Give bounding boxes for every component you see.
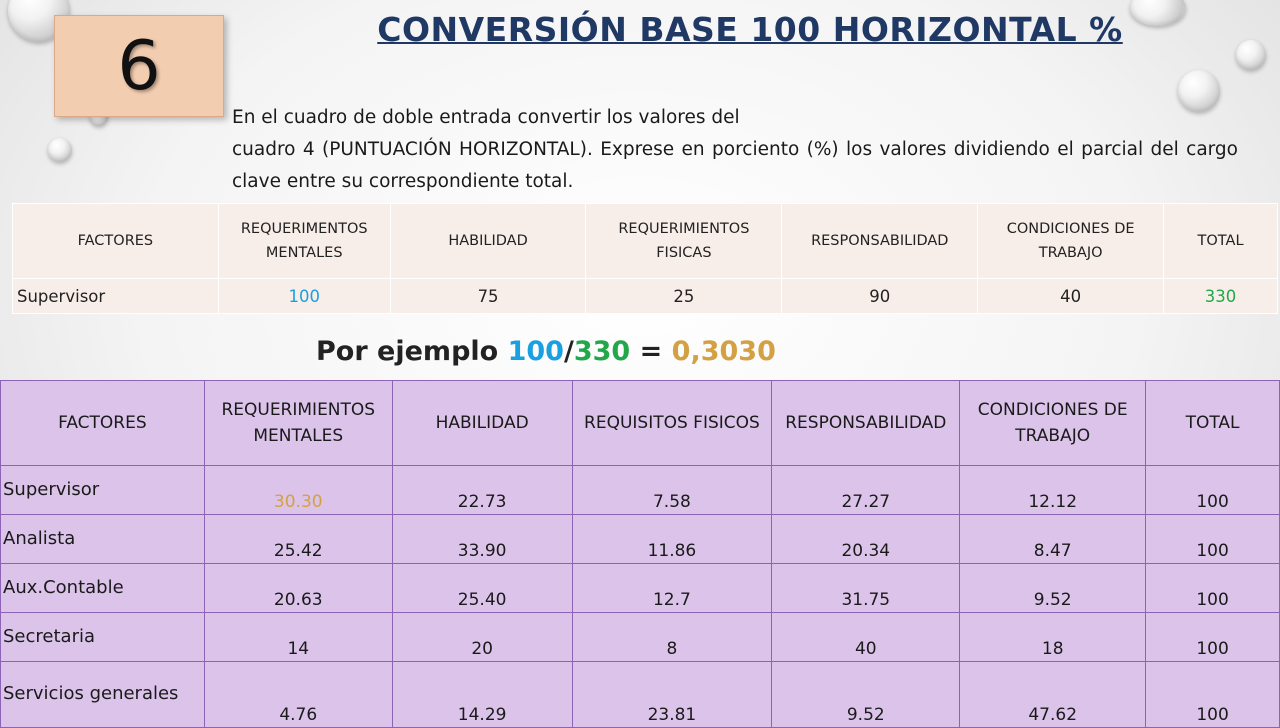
header-cell: FACTORES: [1, 381, 205, 466]
header-cell: REQUERIMIENTOS MENTALES: [204, 381, 392, 466]
table-cell: 47.62: [960, 662, 1146, 728]
table-cell: 25.42: [204, 515, 392, 564]
table-header-row: [1, 381, 1280, 466]
table-cell: 40: [978, 279, 1164, 314]
table-cell: 90: [782, 279, 978, 314]
table-row: [1, 466, 1280, 515]
table-cell: 7.58: [572, 466, 772, 515]
table-cell: 100: [1146, 564, 1280, 613]
table-cell: 75: [390, 279, 586, 314]
table-cell: 25.40: [392, 564, 572, 613]
slide-number-badge: 6: [54, 15, 224, 117]
table-cell: 100: [1146, 515, 1280, 564]
example-denominator: 330: [573, 336, 631, 367]
table-cell: 11.86: [572, 515, 772, 564]
row-label: Supervisor: [13, 279, 219, 314]
header-cell: CONDICIONES DE TRABAJO: [960, 381, 1146, 466]
table-cell: 14: [204, 613, 392, 662]
table-cell: 22.73: [392, 466, 572, 515]
table-cell: 20: [392, 613, 572, 662]
score-table: [12, 203, 1278, 314]
table-row: [1, 564, 1280, 613]
table-row: [1, 613, 1280, 662]
table-cell: 100: [1146, 613, 1280, 662]
header-cell: REQUERIMENTOS MENTALES: [218, 204, 390, 279]
table-cell: 12.7: [572, 564, 772, 613]
table-cell: 27.27: [772, 466, 960, 515]
row-label: Analista: [1, 515, 205, 564]
decorative-drop: [48, 138, 72, 162]
example-equals: =: [639, 336, 663, 367]
example-result: 0,3030: [671, 336, 776, 367]
example-label: Por ejemplo: [316, 336, 499, 367]
header-cell: RESPONSABILIDAD: [782, 204, 978, 279]
row-label: Servicios generales: [1, 662, 205, 728]
table-cell: 100: [1146, 662, 1280, 728]
table-cell: 30.30: [204, 466, 392, 515]
table-cell: 8.47: [960, 515, 1146, 564]
header-cell: TOTAL: [1146, 381, 1280, 466]
instructions: [232, 102, 1238, 198]
table-cell: 18: [960, 613, 1146, 662]
row-label: Aux.Contable: [1, 564, 205, 613]
header-cell: HABILIDAD: [392, 381, 572, 466]
row-label: Secretaria: [1, 613, 205, 662]
row-label: Supervisor: [1, 466, 205, 515]
table-cell: 330: [1164, 279, 1278, 314]
table-cell: 100: [218, 279, 390, 314]
header-cell: FACTORES: [13, 204, 219, 279]
table-cell: 100: [1146, 466, 1280, 515]
percentage-table: [0, 380, 1280, 728]
table-cell: 9.52: [772, 662, 960, 728]
table-row: [1, 515, 1280, 564]
table-row: [13, 279, 1278, 314]
table-cell: 8: [572, 613, 772, 662]
header-cell: REQUISITOS FISICOS: [572, 381, 772, 466]
table-cell: 14.29: [392, 662, 572, 728]
table-cell: 25: [586, 279, 782, 314]
table-cell: 23.81: [572, 662, 772, 728]
header-cell: REQUERIMIENTOS FISICAS: [586, 204, 782, 279]
header-cell: HABILIDAD: [390, 204, 586, 279]
example-slash: /: [563, 336, 574, 367]
instruction-line-1: En el cuadro de doble entrada convertir los valores del: [232, 107, 740, 128]
table-cell: 20.34: [772, 515, 960, 564]
header-cell: RESPONSABILIDAD: [772, 381, 960, 466]
example-calculation: [316, 336, 776, 367]
example-numerator: 100: [507, 336, 564, 367]
table-cell: 9.52: [960, 564, 1146, 613]
instruction-line-rest: cuadro 4 (PUNTUACIÓN HORIZONTAL). Exprese en porciento (%) los valores dividiendo el parcial del cargo clave entre su correspondiente total.: [232, 139, 1238, 192]
table-row: [1, 662, 1280, 728]
table-cell: 20.63: [204, 564, 392, 613]
table-cell: 40: [772, 613, 960, 662]
header-cell: CONDICIONES DE TRABAJO: [978, 204, 1164, 279]
table-header-row: [13, 204, 1278, 279]
table-cell: 4.76: [204, 662, 392, 728]
table-cell: 33.90: [392, 515, 572, 564]
page-title: CONVERSIÓN BASE 100 HORIZONTAL %: [377, 10, 1123, 49]
table-cell: 31.75: [772, 564, 960, 613]
header-cell: TOTAL: [1164, 204, 1278, 279]
table-cell: 12.12: [960, 466, 1146, 515]
